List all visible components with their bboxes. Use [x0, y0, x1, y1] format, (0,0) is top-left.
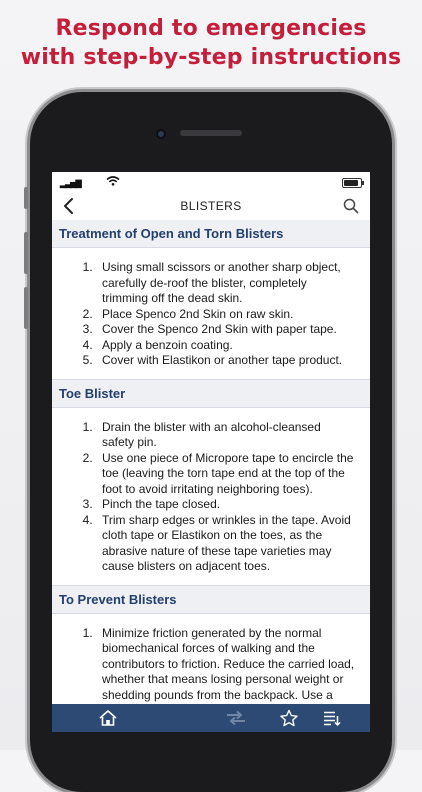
promo-headline	[0, 14, 422, 72]
list-item: 5. Cover with Elastikon or another tape product.	[96, 353, 356, 369]
list-item: 3. Pinch the tape closed.	[96, 497, 356, 513]
section-toe-blister	[52, 379, 370, 585]
list-item: 4. Trim sharp edges or wrinkles in the tape. Avoid cloth tape or Elastikon on the toes, as the abrasive nature of these tape varieties may cause blisters on adjacent toes.	[96, 513, 356, 575]
earpiece-speaker	[180, 130, 242, 136]
page-title: BLISTERS	[180, 199, 242, 213]
home-icon[interactable]	[98, 709, 118, 727]
phone-frame	[30, 92, 392, 792]
promo-headline-line2: with step-by-step instructions	[20, 45, 402, 70]
list-item: 1. Drain the blister with an alcohol-cleansed safety pin.	[96, 420, 356, 451]
list-item: 1. Minimize friction generated by the normal biomechanical forces of walking and the contributors to friction. Reduce the carried load, whether that means losing personal weight or shedding pounds from the backpack. Use a	[96, 626, 356, 719]
status-bar	[52, 172, 370, 192]
front-camera	[156, 129, 166, 139]
volume-down-button	[24, 287, 28, 329]
star-icon[interactable]	[279, 709, 299, 727]
mute-switch	[24, 187, 28, 209]
battery-icon	[342, 178, 362, 188]
promo-headline-line1: Respond to emergencies	[55, 16, 367, 41]
volume-up-button	[24, 232, 28, 274]
section-open-torn-blisters	[52, 220, 370, 379]
section-title: Toe Blister	[52, 379, 370, 408]
list-menu-icon[interactable]	[322, 709, 342, 727]
steps-list	[52, 408, 370, 585]
app-screen	[52, 172, 370, 732]
wifi-icon	[106, 176, 120, 186]
list-item: 3. Cover the Spenco 2nd Skin with paper tape.	[96, 322, 356, 338]
section-title: To Prevent Blisters	[52, 585, 370, 614]
article-content[interactable]	[52, 220, 370, 704]
list-item: 1. Using small scissors or another sharp object, carefully de-roof the blister, completely trimming off the dead skin.	[96, 260, 356, 307]
list-item: 2. Place Spenco 2nd Skin on raw skin.	[96, 307, 356, 323]
section-title: Treatment of Open and Torn Blisters	[52, 220, 370, 248]
arrows-transfer-icon[interactable]	[224, 709, 248, 727]
nav-bar	[52, 192, 370, 221]
tab-bar	[52, 704, 370, 732]
search-icon[interactable]	[342, 197, 360, 215]
signal-bars-icon: ▂▃▅▇	[60, 179, 81, 188]
list-item: 4. Apply a benzoin coating.	[96, 338, 356, 354]
steps-list	[52, 248, 370, 379]
list-item: 2. Use one piece of Micropore tape to encircle the toe (leaving the torn tape end at the top of the foot to avoid irritating neighboring toes).	[96, 451, 356, 498]
